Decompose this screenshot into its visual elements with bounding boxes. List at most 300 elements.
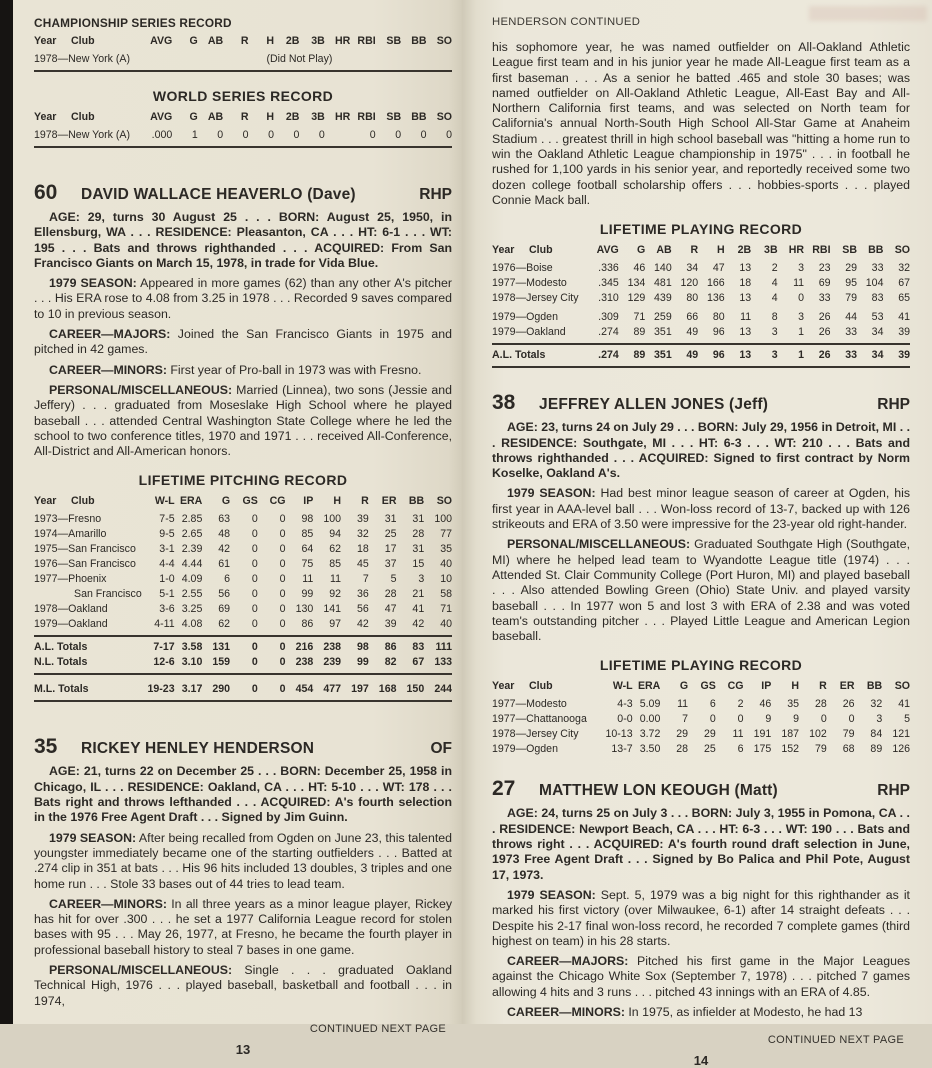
year-club-header: Year Club xyxy=(492,244,553,257)
paragraph-label: 1979 SEASON: xyxy=(507,486,596,501)
stat-cell: 13-7 xyxy=(611,743,633,756)
stat-cell: 0 xyxy=(251,573,258,586)
stat-cell: 96 xyxy=(712,349,725,362)
table-row xyxy=(34,655,452,670)
bio-paragraph: PERSONAL/MISCELLANEOUS: Single . . . graduated Oakland Technical High, 1976 . . . played baseball, basketball and football . . . in 1974, xyxy=(34,963,452,1008)
stat-cell: 175 xyxy=(753,743,772,756)
stat-cell: 1 xyxy=(191,129,198,141)
stat-cell: 31 xyxy=(412,513,425,526)
column-header: 3B xyxy=(311,111,325,123)
player-name: MATTHEW LON KEOUGH (Matt) xyxy=(539,782,778,800)
stat-cell: 89 xyxy=(870,743,883,756)
stat-cell: 49 xyxy=(686,326,699,339)
column-header: SB xyxy=(842,244,857,257)
stat-cell: 17 xyxy=(384,543,397,556)
year-club-cell: San Francisco xyxy=(74,588,142,601)
stat-cell: 2 xyxy=(771,262,778,275)
rule-line xyxy=(34,146,452,148)
stat-cell: 11 xyxy=(740,311,752,324)
stat-cell: 62 xyxy=(329,543,342,556)
player-number: 38 xyxy=(492,391,516,415)
stat-cell: 131 xyxy=(212,641,231,654)
world-series-table xyxy=(34,110,452,151)
record-table-title: WORLD SERIES RECORD xyxy=(152,88,334,104)
stat-cell: 136 xyxy=(706,292,725,305)
stat-cell: 25 xyxy=(704,743,716,756)
stat-cell: 0 xyxy=(318,129,325,141)
table-rule xyxy=(34,67,452,75)
stat-cell: 3 xyxy=(418,573,425,586)
stat-cell: 15 xyxy=(412,558,425,571)
stat-cell: 32 xyxy=(898,262,910,275)
column-header: SO xyxy=(436,35,452,47)
stat-cell: 0 xyxy=(279,573,286,586)
paragraph-label: PERSONAL/MISCELLANEOUS: xyxy=(49,963,233,978)
table-rule xyxy=(34,632,452,640)
table-row xyxy=(34,128,452,143)
column-header: 3B xyxy=(764,244,778,257)
stat-cell: 0 xyxy=(820,713,827,726)
player-number: 60 xyxy=(34,181,58,204)
page-edge-bleed-through xyxy=(809,6,927,21)
stat-cell: 35 xyxy=(440,543,452,556)
stat-cell: 67 xyxy=(898,277,910,290)
stat-cell: 42 xyxy=(356,618,369,631)
stat-cell: 5 xyxy=(390,573,397,586)
stat-cell: 4.08 xyxy=(181,618,203,631)
player-header xyxy=(34,735,452,759)
year-club-cell: 1977—Modesto xyxy=(492,698,567,711)
stat-cell: 86 xyxy=(301,618,314,631)
column-header: SB xyxy=(386,111,402,123)
record-table-title: LIFETIME PITCHING RECORD xyxy=(138,472,348,489)
stat-cell: 33 xyxy=(871,262,884,275)
right-page xyxy=(462,0,932,1068)
stat-cell: 4.44 xyxy=(181,558,203,571)
table-span-cell: (Did Not Play) xyxy=(266,53,333,65)
column-header: IP xyxy=(761,680,772,693)
paragraph-label: PERSONAL/MISCELLANEOUS: xyxy=(49,382,233,397)
stat-cell: 166 xyxy=(706,277,725,290)
stat-cell: 65 xyxy=(898,292,910,305)
stat-cell: 0 xyxy=(268,129,274,141)
player-position: RHP xyxy=(419,186,452,203)
table-row xyxy=(492,742,910,757)
stat-cell: 61 xyxy=(218,558,231,571)
column-header: BB xyxy=(866,680,883,693)
stat-cell: 42 xyxy=(218,543,231,556)
stat-cell: 13 xyxy=(739,262,752,275)
stat-cell: 89 xyxy=(633,326,646,339)
year-club-cell: 1977—Modesto xyxy=(492,277,567,290)
stat-cell: 33 xyxy=(845,326,857,339)
column-header: 2B xyxy=(285,35,300,47)
page-number: 13 xyxy=(235,1041,251,1057)
column-header: HR xyxy=(334,35,351,47)
column-header: SO xyxy=(894,680,910,693)
stat-cell: 35 xyxy=(787,698,800,711)
player-number: 35 xyxy=(34,735,58,759)
column-header: AB xyxy=(656,244,672,257)
bio-paragraph: CAREER—MAJORS: Pitched his first game in the Major Leagues against the Chicago White Sox (September 7, 1978) . . . pitched 7 games allowing 4 hits and 3 runs . . . pitched 43 innings with an ERA of 4.85. xyxy=(492,954,910,999)
paragraph-label: 1979 SEASON: xyxy=(507,887,596,902)
year-club-cell: A.L. Totals xyxy=(34,641,88,654)
table-row xyxy=(34,678,452,697)
stat-cell: 3 xyxy=(876,713,883,726)
rule-line xyxy=(34,673,452,675)
stat-cell: 71 xyxy=(633,311,646,324)
table-row xyxy=(492,306,910,325)
year-club-header: Year Club xyxy=(34,495,95,508)
stat-cell: 0 xyxy=(251,513,258,526)
rule-line xyxy=(34,70,452,72)
record-table-title: LIFETIME PLAYING RECORD xyxy=(599,657,803,674)
stat-cell: 25 xyxy=(384,528,397,541)
bio-paragraph: his sophomore year, he was named outfielder on All-Oakland Athletic League first team and in his junior year he made All-League first team as a first baseman . . . As a senior he batted .465 and stole 30 bases; was named outfielder on All-Oakland Athletic League, All-East Bay and All-Northern California first teams, and was selected on North team for California's annual North-South High School All-Star Game at Anaheim Stadium . . . greatest thrill in high school baseball was "hitting a home run to win the Oakland Athletic League championship in 1975" . . . in football he rushed for 1,100 yards in his senior year, and reportedly received some two dozen college football scholarship offers . . . hobbies-sports . . . played Connie Mack ball. xyxy=(492,40,910,207)
stat-cell: 77 xyxy=(440,528,452,541)
stat-cell: 63 xyxy=(218,513,231,526)
stat-cell: 3.50 xyxy=(639,743,661,756)
column-header: H xyxy=(717,244,725,257)
column-header: AVG xyxy=(596,244,619,257)
stat-cell: 244 xyxy=(434,683,452,696)
stat-cell: 98 xyxy=(301,513,314,526)
column-header: 2B xyxy=(285,111,300,123)
stat-cell: 6 xyxy=(709,698,716,711)
bio-paragraph: PERSONAL/MISCELLANEOUS: Graduated Southgate High (Southgate, MI) where he helped lead team to Wyandotte League title (1974) . . . Attended St. Clair Community College (Port Huron, MI) and played baseball . . . Also attended Bowling Green (Ohio) State Univ. and played varsity baseball . . . In 1977 won 5 and lost 3 with ERA of 2.38 and was voted team's outstanding pitcher . . . Played Little League and American Legion baseball. xyxy=(492,537,910,644)
year-club-cell: 1977—Chattanooga xyxy=(492,713,587,726)
year-club-cell: 1979—Oakland xyxy=(492,326,566,339)
column-header: W-L xyxy=(612,680,633,693)
column-header: G xyxy=(189,111,198,123)
stat-cell: 0 xyxy=(251,683,258,696)
year-club-cell: 1975—San Francisco xyxy=(34,543,136,556)
rule-line xyxy=(34,635,452,637)
paragraph-label: PERSONAL/MISCELLANEOUS: xyxy=(507,537,691,552)
column-header: SB xyxy=(386,35,402,47)
stat-cell: 3 xyxy=(771,326,778,339)
stat-cell: 191 xyxy=(753,728,772,741)
left-page xyxy=(13,0,462,1057)
stat-cell: 18 xyxy=(739,277,752,290)
stat-cell: 18 xyxy=(356,543,369,556)
column-header: SO xyxy=(436,495,452,508)
stat-cell: 39 xyxy=(356,513,369,526)
paragraph-label: 1979 SEASON: xyxy=(49,830,137,845)
stat-cell: 95 xyxy=(845,277,857,290)
stat-cell: 94 xyxy=(329,528,342,541)
column-header: BB xyxy=(411,35,427,47)
column-header: 3B xyxy=(311,35,325,47)
stat-cell: 85 xyxy=(329,558,342,571)
year-club-cell: 1974—Amarillo xyxy=(34,528,107,541)
stat-cell: 56 xyxy=(218,588,231,601)
stat-cell: 75 xyxy=(301,558,314,571)
bio-paragraph: 1979 SEASON: After being recalled from Ogden on June 23, this talented youngster immediately became one of the starting outfielders . . . Batted at .274 clip in 351 at bats . . . His 96 hits included 13 doubles, 3 triples and one home run . . . Stole 33 bases out of 44 tries to lead team. xyxy=(34,830,452,891)
stat-cell: 351 xyxy=(654,349,672,362)
stat-cell: 4-4 xyxy=(159,558,175,571)
stat-cell: 97 xyxy=(329,618,342,631)
stat-cell: .345 xyxy=(598,277,619,290)
stat-cell: 3 xyxy=(771,349,778,362)
stat-cell: 49 xyxy=(686,349,699,362)
stat-cell: 100 xyxy=(434,513,452,526)
stat-cell: 48 xyxy=(218,528,231,541)
stat-cell: 31 xyxy=(412,543,425,556)
column-header: HR xyxy=(788,244,805,257)
stat-cell: 44 xyxy=(845,311,857,324)
stat-cell: 56 xyxy=(356,603,369,616)
continued-from-label: HENDERSON CONTINUED xyxy=(492,16,641,28)
column-header: G xyxy=(221,495,231,508)
table-rule xyxy=(492,340,910,348)
column-header: IP xyxy=(303,495,314,508)
stat-cell: 159 xyxy=(212,656,231,669)
stat-cell: 47 xyxy=(712,262,725,275)
stat-cell: 23 xyxy=(818,262,831,275)
year-club-cell: 1979—Ogden xyxy=(492,311,558,324)
stat-cell: 0 xyxy=(251,656,258,669)
stat-cell: 34 xyxy=(871,349,884,362)
stat-cell: 238 xyxy=(295,656,314,669)
stat-cell: 1 xyxy=(798,326,805,339)
stat-cell: 67 xyxy=(412,656,425,669)
paragraph-label: CAREER—MAJORS: xyxy=(49,327,171,342)
column-header: AB xyxy=(207,35,224,47)
table-rule xyxy=(34,143,452,151)
column-header: R xyxy=(240,111,249,123)
stat-cell: 4-3 xyxy=(617,698,633,711)
stat-cell: 5 xyxy=(904,713,910,726)
table-rule xyxy=(492,363,910,371)
table-row xyxy=(34,602,452,617)
stat-cell: 5.09 xyxy=(639,698,661,711)
stat-cell: 4 xyxy=(771,277,778,290)
stat-cell: 39 xyxy=(898,349,910,362)
stat-cell: 40 xyxy=(440,558,452,571)
stat-cell: 0 xyxy=(217,129,224,141)
table-row xyxy=(492,697,910,712)
stat-cell: 33 xyxy=(845,349,857,362)
stat-cell: 7 xyxy=(682,713,689,726)
year-club-cell: 1978—Jersey City xyxy=(492,292,579,305)
paragraph-label: CAREER—MINORS: xyxy=(49,896,167,911)
column-header: RBI xyxy=(812,244,831,257)
bio-paragraph: CAREER—MAJORS: Joined the San Francisco Giants in 1975 and pitched in 42 games. xyxy=(34,327,452,357)
stat-cell: 481 xyxy=(654,277,672,290)
stat-cell: 150 xyxy=(406,683,425,696)
stat-cell: 3 xyxy=(798,311,805,324)
stat-cell: 19-23 xyxy=(147,683,175,696)
column-header: 2B xyxy=(737,244,752,257)
table-row xyxy=(492,348,910,363)
stat-cell: 0 xyxy=(395,129,402,141)
bio-paragraph: 1979 SEASON: Had best minor league season of career at Ogden, his first year in AAA-level ball . . . Won-loss record of 13-7, backed up with 126 strikeouts and ERA of 3.50 were impressive for the 23-year old right-hander. xyxy=(492,486,910,532)
stat-cell: 0 xyxy=(420,129,427,141)
table-header-row xyxy=(34,110,452,128)
column-header: CG xyxy=(727,680,744,693)
stat-cell: 40 xyxy=(440,618,452,631)
stat-cell: 69 xyxy=(818,277,831,290)
stat-cell: 0 xyxy=(446,129,452,141)
year-club-header: Year Club xyxy=(34,111,95,123)
stat-cell: 134 xyxy=(627,277,646,290)
stat-cell: 6 xyxy=(737,743,744,756)
table-row xyxy=(34,572,452,587)
player-name: JEFFREY ALLEN JONES (Jeff) xyxy=(539,396,769,414)
year-club-cell: 1976—San Francisco xyxy=(34,558,136,571)
table-row xyxy=(492,712,910,727)
column-header: R xyxy=(819,680,827,693)
stat-cell: 120 xyxy=(680,277,699,290)
page-number: 14 xyxy=(693,1053,709,1068)
stat-cell: 3.10 xyxy=(181,656,203,669)
stat-cell: 0-0 xyxy=(617,713,633,726)
stat-cell: 130 xyxy=(295,603,314,616)
stat-cell: 439 xyxy=(654,292,672,305)
bio-paragraph: CAREER—MINORS: In all three years as a minor league player, Rickey has hit for over .300 . . . he set a 1977 California League record for stolen bases with 95 . . . May 26, 1977, at Fresno, he became the fourth player in professional baseball history to steal 7 bases in one game. xyxy=(34,896,452,957)
bio-paragraph: CAREER—MINORS: In 1975, as infielder at Modesto, he had 13 xyxy=(507,1004,863,1019)
stat-cell: 99 xyxy=(356,656,369,669)
player-name: DAVID WALLACE HEAVERLO (Dave) xyxy=(81,186,356,203)
stat-cell: 351 xyxy=(654,326,672,339)
stat-cell: 39 xyxy=(898,326,910,339)
stat-cell: 4 xyxy=(771,292,778,305)
stat-cell: 0 xyxy=(279,683,286,696)
column-header: G xyxy=(189,35,198,47)
stat-cell: 3.17 xyxy=(181,683,203,696)
column-header: GS xyxy=(700,680,716,693)
table-row xyxy=(492,291,910,306)
stat-cell: 9-5 xyxy=(159,528,175,541)
stat-cell: 8 xyxy=(771,311,778,324)
stat-cell: .000 xyxy=(151,129,173,141)
column-header: ERA xyxy=(179,495,203,508)
player-number: 27 xyxy=(492,777,516,801)
table-row xyxy=(492,325,910,340)
stat-cell: 46 xyxy=(759,698,772,711)
stat-cell: 0 xyxy=(709,713,716,726)
column-header: HR xyxy=(334,111,351,123)
table-row xyxy=(34,542,452,557)
year-club-cell: 1977—Phoenix xyxy=(34,573,107,586)
year-club-cell: 1979—Ogden xyxy=(492,743,558,756)
stat-cell: 26 xyxy=(842,698,855,711)
stat-cell: 0 xyxy=(279,558,286,571)
stat-cell: 83 xyxy=(412,641,425,654)
record-section-label: CHAMPIONSHIP SERIES RECORD xyxy=(34,16,232,30)
table-header-row xyxy=(492,243,910,261)
column-header: SO xyxy=(894,244,910,257)
player-position: RHP xyxy=(877,396,910,414)
continued-next-page-label: CONTINUED NEXT PAGE xyxy=(309,1022,446,1035)
paragraph-label: CAREER—MINORS: xyxy=(49,362,167,377)
stat-cell: 79 xyxy=(842,728,855,741)
henderson-batting-table xyxy=(492,243,910,371)
stat-cell: 47 xyxy=(384,603,397,616)
stat-cell: 11 xyxy=(330,573,342,586)
column-header: BB xyxy=(411,111,427,123)
stat-cell: 102 xyxy=(809,728,827,741)
year-club-cell: 1973—Fresno xyxy=(34,513,102,526)
player-position: RHP xyxy=(877,782,910,800)
stat-cell: 7-5 xyxy=(159,513,175,526)
stat-cell: 46 xyxy=(633,262,646,275)
bio-paragraph: AGE: 21, turns 22 on December 25 . . . BORN: December 25, 1958 in Chicago, IL . . . RESIDENCE: Oakland, CA . . . HT: 5-10 . . . WT: 178 . . . Bats right and throws lefthanded . . . ACQUIRED: A's fourth selection in the 1976 Free Agent Draft . . . Signed by Jim Guinn. xyxy=(34,764,452,825)
scan-black-edge xyxy=(0,0,13,1024)
stat-cell: 31 xyxy=(384,513,397,526)
stat-cell: 0 xyxy=(293,129,300,141)
stat-cell: 0 xyxy=(279,641,286,654)
year-club-cell: N.L. Totals xyxy=(34,656,88,669)
stat-cell: 0 xyxy=(279,656,286,669)
championship-series-table xyxy=(34,34,452,75)
column-header: CG xyxy=(269,495,286,508)
stat-cell: 34 xyxy=(871,326,884,339)
stat-cell: 80 xyxy=(712,311,725,324)
stat-cell: 9 xyxy=(793,713,800,726)
player-header xyxy=(492,777,910,801)
stat-cell: 10 xyxy=(440,573,452,586)
bio-paragraph: AGE: 29, turns 30 August 25 . . . BORN: August 25, 1950, in Ellensburg, WA . . . RESIDENCE: Pleasanton, CA . . . HT: 6-1 . . . WT: 195 . . . Bats and throws righthanded . . . ACQUIRED: From San Francisco Giants on March 15, 1978, in trade for Vida Blue. xyxy=(34,210,452,270)
stat-cell: 83 xyxy=(871,292,884,305)
stat-cell: 84 xyxy=(870,728,883,741)
stat-cell: 3.25 xyxy=(181,603,203,616)
table-row xyxy=(34,640,452,655)
stat-cell: 3.58 xyxy=(181,641,203,654)
stat-cell: 41 xyxy=(898,698,910,711)
column-header: BB xyxy=(868,244,884,257)
stat-cell: 2.85 xyxy=(181,513,203,526)
stat-cell: 26 xyxy=(818,326,831,339)
stat-cell: 197 xyxy=(351,683,369,696)
year-club-cell: 1979—Oakland xyxy=(34,618,108,631)
player-header xyxy=(34,181,452,205)
column-header: ERA xyxy=(637,680,661,693)
stat-cell: 99 xyxy=(301,588,314,601)
stat-cell: 6 xyxy=(224,573,231,586)
stat-cell xyxy=(325,128,350,143)
continued-next-page-label: CONTINUED NEXT PAGE xyxy=(767,1034,904,1047)
year-club-cell: 1978—Jersey City xyxy=(492,728,579,741)
stat-cell: 0 xyxy=(369,129,376,141)
year-club-cell: 1978—New York (A) xyxy=(34,129,130,141)
table-rule xyxy=(34,670,452,678)
column-header: R xyxy=(690,244,699,257)
stat-cell: 140 xyxy=(654,262,672,275)
year-club-cell: 1978—New York (A) xyxy=(34,53,130,65)
stat-cell: 126 xyxy=(892,743,910,756)
stat-cell: 2.65 xyxy=(181,528,203,541)
stat-cell: 238 xyxy=(323,641,342,654)
table-row xyxy=(492,276,910,291)
stat-cell: 26 xyxy=(818,311,831,324)
table-rule xyxy=(34,697,452,705)
stat-cell: 29 xyxy=(704,728,716,741)
column-header: H xyxy=(266,35,274,47)
rule-line xyxy=(492,366,910,368)
stat-cell: 259 xyxy=(654,311,672,324)
stat-cell: 0 xyxy=(251,558,258,571)
stat-cell: 36 xyxy=(356,588,369,601)
stat-cell: 28 xyxy=(814,698,827,711)
stat-cell: 454 xyxy=(295,683,314,696)
stat-cell: 89 xyxy=(633,349,646,362)
stat-cell: 21 xyxy=(412,588,425,601)
table-row xyxy=(34,617,452,632)
stat-cell: 2.39 xyxy=(181,543,203,556)
stat-cell: 29 xyxy=(676,728,689,741)
